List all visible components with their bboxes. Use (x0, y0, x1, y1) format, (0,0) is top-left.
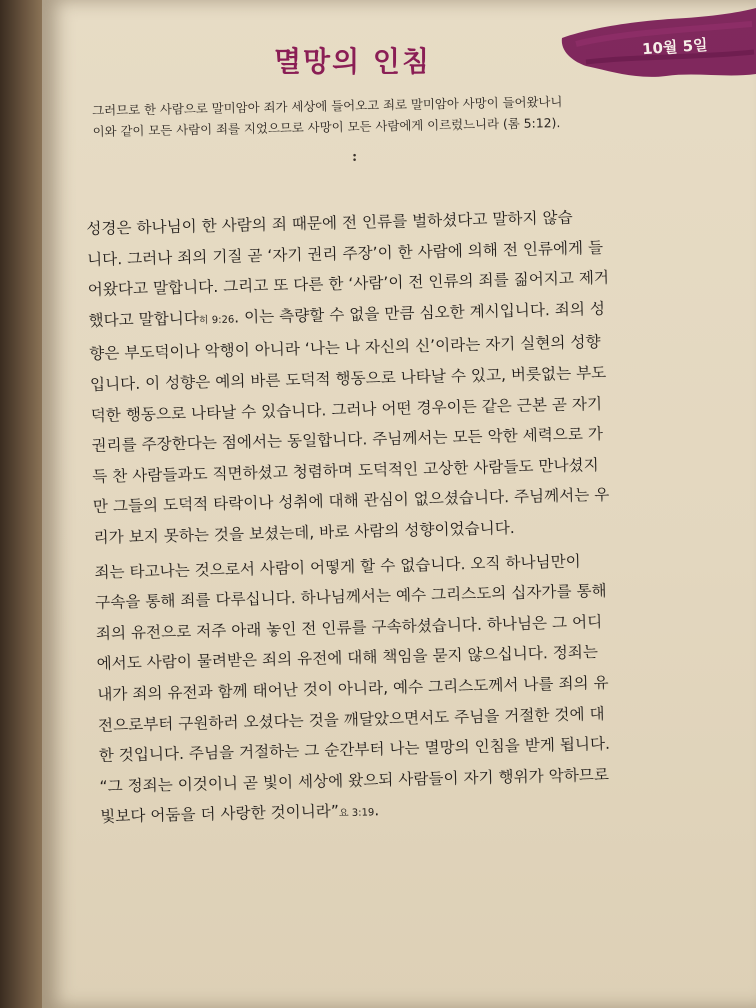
body-line-text: “그 정죄는 이것이니 곧 빛이 세상에 왔으되 사람들이 자기 행위가 악하므로 (99, 765, 610, 796)
body-line-text: 한 것입니다. 주님을 거절하는 그 순간부터 나는 멸망의 인침을 받게 됩니다. (98, 734, 611, 765)
body-line-text: 리가 보지 못하는 것을 보셨는데, 바로 사람의 성향이었습니다. (93, 518, 515, 547)
body-line-text: 득 찬 사람들과도 직면하셨고 청렴하며 도덕적인 고상한 사람들도 만나셨지 (91, 455, 599, 486)
body-line-text: 전으로부터 구원하러 오셨다는 것을 깨달았으면서도 주님을 거절한 것에 대 (97, 704, 605, 735)
date-label: 10월 5일 (641, 35, 709, 59)
body-line-tail: . 이는 측량할 수 없을 만큼 심오한 계시입니다. 죄의 성 (233, 299, 606, 327)
body-line-text: 죄의 유전으로 저주 아래 놓인 전 인류를 구속하셨습니다. 하나님은 그 어디 (95, 612, 603, 643)
body-line-text: 어왔다고 말합니다. 그리고 또 다른 한 ‘사람’이 전 인류의 죄를 짊어지고 제거 (87, 268, 610, 300)
page-title: 멸망의 인침 (274, 45, 431, 78)
body-line-text: 내가 죄의 유전과 함께 태어난 것이 아니라, 예수 그리스도께서 나를 죄의 유 (97, 673, 609, 704)
body-line-text: 죄는 타고나는 것으로서 사람이 어떻게 할 수 없습니다. 오직 하나님만이 (94, 551, 581, 582)
section-divider: : (352, 149, 358, 165)
body-line-text: 성경은 하나님이 한 사람의 죄 때문에 전 인류를 벌하셨다고 말하지 않습 (86, 208, 573, 238)
body-line-text: 구속을 통해 죄를 다루십니다. 하나님께서는 예수 그리스도의 십자가를 통해 (94, 581, 607, 613)
scripture-reference: 요 3:19 (338, 807, 375, 820)
body-line-text: 입니다. 이 성향은 예의 바른 도덕적 행동으로 나타날 수 있고, 버릇없는 부도 (89, 363, 607, 394)
verse-line: 그러므로 한 사람으로 말미암아 죄가 세상에 들어오고 죄로 말미암아 사망이 들어왔나니 (92, 93, 563, 118)
body-line-text: 빛보다 어둠을 더 사랑한 것이니라” (100, 802, 340, 827)
devotional-body (86, 199, 736, 836)
book-page (42, 0, 756, 1008)
verse-line: 이와 같이 모든 사람이 죄를 지었으므로 사망이 모든 사람에게 이르렀느니라 (롬 5:12). (92, 115, 561, 139)
body-line-text: 덕한 행동으로 나타날 수 있습니다. 그러나 어떤 경우이든 같은 근본 곧 자기 (90, 394, 603, 425)
body-line-text: 에서도 사람이 물려받은 죄의 유전에 대해 책임을 묻지 않으십니다. 정죄는 (96, 643, 599, 674)
scripture-reference: 히 9:26 (198, 314, 235, 327)
scripture-verse (92, 88, 703, 142)
body-line-text: 권리를 주장한다는 점에서는 동일합니다. 주님께서는 모든 악한 세력으로 가 (91, 425, 604, 456)
book-gutter (0, 0, 42, 1008)
body-line-text: 니다. 그러나 죄의 기질 곧 ‘자기 권리 주장’이 한 사람에 의해 전 인류에게 들 (86, 238, 604, 269)
body-line-text: 만 그들의 도덕적 타락이나 성취에 대해 관심이 없으셨습니다. 주님께서는 우 (92, 486, 610, 517)
body-line-text: 향은 부도덕이나 악행이 아니라 ‘나는 나 자신의 신’이라는 자기 실현의 성향 (89, 333, 601, 364)
body-line-tail: . (374, 801, 380, 820)
body-line-text: 했다고 말합니다 (88, 309, 200, 330)
